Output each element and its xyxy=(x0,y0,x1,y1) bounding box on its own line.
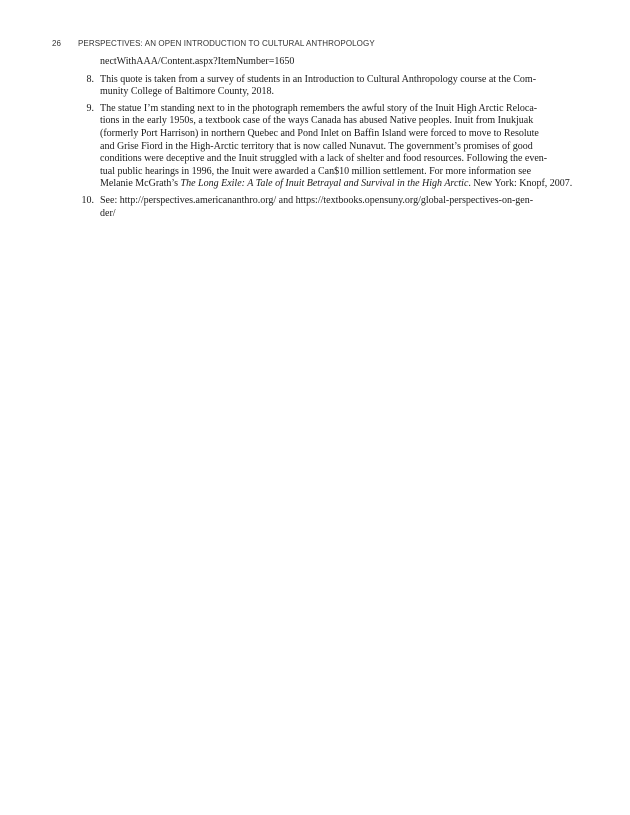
note-line: (formerly Port Harrison) in northern Quebec and Pond Inlet on Baffin Island were forced to move to Resolute xyxy=(100,127,539,139)
note-line: tions in the early 1950s, a textbook case of the ways Canada has abused Native peoples. Inuit from Inukjuak xyxy=(100,115,534,127)
note-line: The statue I’m standing next to in the photograph remembers the awful story of the Inuit High Arctic Reloca- xyxy=(100,102,538,114)
note-continuation: nectWithAAA/Content.aspx?ItemNumber=1650 xyxy=(100,56,295,67)
note-number: 8. xyxy=(86,73,94,85)
note-8 xyxy=(86,73,562,99)
note-line: der/ xyxy=(100,207,116,219)
note-line: This quote is taken from a survey of students in an Introduction to Cultural Anthropology course at the Com- xyxy=(100,73,537,85)
note-10 xyxy=(81,194,562,220)
page-number: 26 xyxy=(52,39,62,48)
note-line xyxy=(100,178,573,191)
note-number: 9. xyxy=(86,102,94,114)
note-line: munity College of Baltimore County, 2018. xyxy=(100,86,275,98)
note-text: Melanie McGrath’s xyxy=(100,178,181,190)
running-title: PERSPECTIVES: AN OPEN INTRODUCTION TO CULTURAL ANTHROPOLOGY xyxy=(78,39,375,48)
note-text: . New York: Knopf, 2007. xyxy=(468,178,573,190)
note-line: See: http://perspectives.americananthro.org/ and https://textbooks.opensuny.org/global-perspectives-on-gen- xyxy=(100,194,534,206)
note-line: conditions were deceptive and the Inuit struggled with a lack of shelter and food resources. Following the even- xyxy=(100,153,548,165)
running-header xyxy=(52,39,375,48)
note-number: 10. xyxy=(81,194,94,206)
note-line: and Grise Fiord in the High-Arctic territory that is now called Nunavut. The government’s promises of good xyxy=(100,140,533,152)
note-9 xyxy=(86,102,573,191)
endnotes xyxy=(81,56,573,224)
book-title: The Long Exile: A Tale of Inuit Betrayal and Survival in the High Arctic xyxy=(180,178,469,190)
note-line: tual public hearings in 1996, the Inuit were awarded a Can$10 million settlement. For more information see xyxy=(100,165,532,177)
